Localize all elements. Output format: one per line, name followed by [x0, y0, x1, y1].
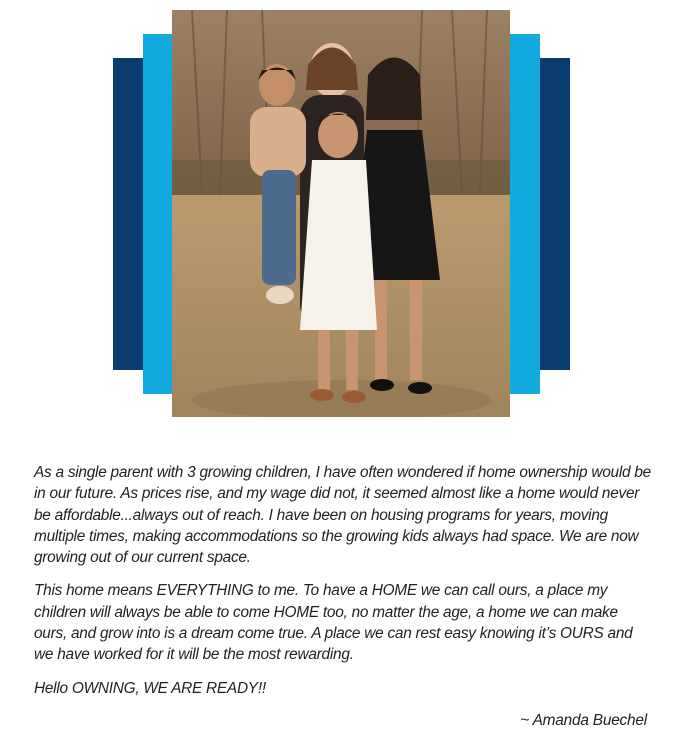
testimonial-text [34, 462, 654, 711]
story-paragraph-2: This home means EVERYTHING to me. To have a HOME we can call ours, a place my children will always be able to come HOME too, no matter the age, a home we can make ours, and grow into is a dream come true. A place we can rest easy knowing it’s OURS and we have worked for it will be the most rewarding. [34, 582, 633, 664]
story-paragraph-3: Hello OWNING, WE ARE READY!! [34, 679, 266, 697]
family-photo [172, 10, 510, 417]
signature: ~ Amanda Buechel [520, 712, 647, 729]
story-paragraph-1: As a single parent with 3 growing children, I have often wondered if home ownership would be in our future. As prices rise, and my wage did not, it seemed almost like a home would never be affordable...always out of reach. I have been on housing programs for years, moving multiple times, making accommodations so the growing kids always had space. We are now growing out of our current space. [34, 464, 651, 567]
frame-bar-light-right [510, 34, 540, 394]
frame-bar-dark-left [113, 58, 143, 370]
frame-bar-dark-right [540, 58, 570, 370]
frame-bar-light-left [143, 34, 173, 394]
